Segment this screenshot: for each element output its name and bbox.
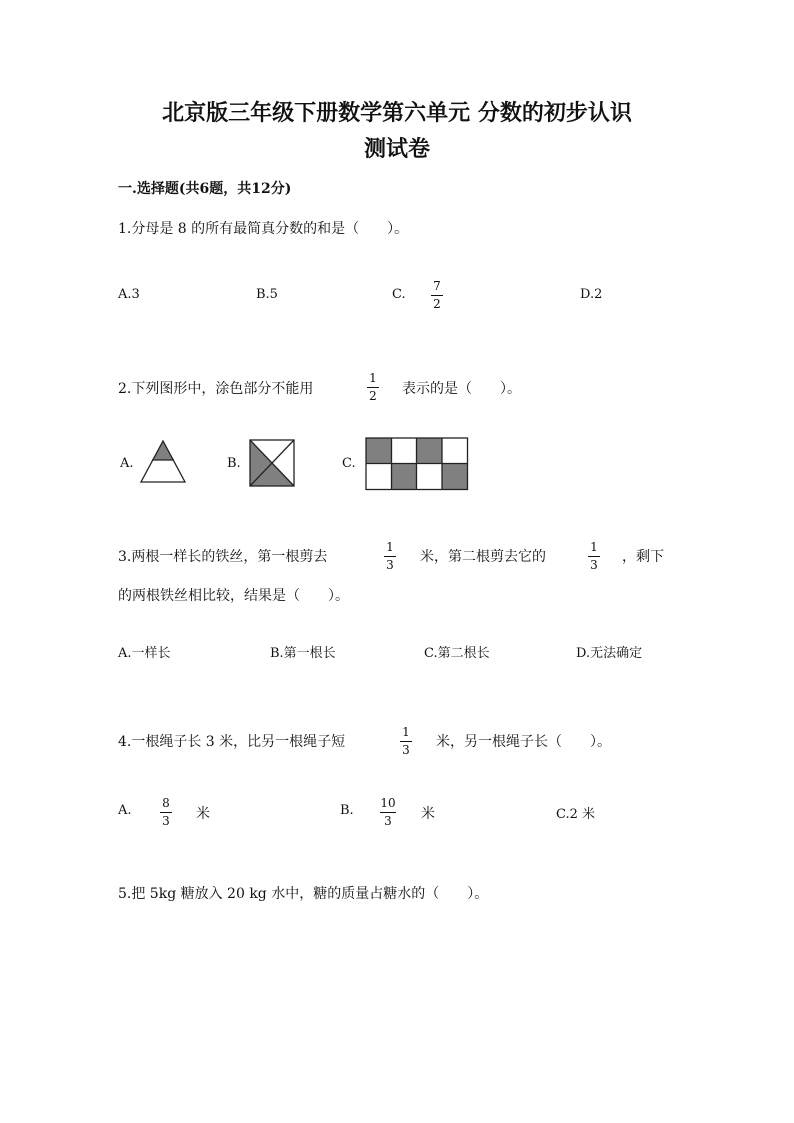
grid-cell-shaded [417,438,443,464]
triangle-shaded-top [152,441,174,460]
fraction-bar [367,387,379,388]
fraction-bar [431,295,443,296]
fraction-denominator: 3 [384,814,392,828]
q4-option-a-label: A. [118,803,132,818]
fraction-bar [380,812,396,813]
fraction-denominator: 3 [402,743,410,757]
q1-option-d: D.2 [580,287,603,302]
question-2-stem-pre: 2.下列图形中，涂色部分不能用 [118,381,314,397]
question-4-stem-pre: 4.一根绳子长 3 米，比另一根绳子短 [118,734,346,750]
q3-fraction-2 [588,541,600,572]
fraction-numerator: 8 [162,796,170,810]
q2-option-a-label: A. [120,456,134,471]
fraction-bar [160,812,172,813]
q2-option-b-square-figure [248,438,296,488]
question-4-stem-post: 米，另一根绳子长（ ）。 [436,734,611,750]
fraction-denominator: 2 [369,389,377,403]
question-3-stem-mid: 米，第二根剪去它的 [420,549,546,565]
q1-option-c-fraction [431,280,443,311]
q4-option-b-unit: 米 [421,806,435,822]
fraction-numerator: 1 [386,540,394,554]
grid-cell-shaded [392,464,417,490]
question-2-stem-post: 表示的是（ ）。 [402,381,521,397]
q3-option-c: C.第二根长 [424,646,490,661]
fraction-denominator: 3 [590,558,598,572]
q2-option-b-label: B. [227,456,241,471]
question-1-stem: 1.分母是 8 的所有最简真分数的和是（ ）。 [118,221,409,237]
fraction-denominator: 2 [433,297,441,311]
q4-option-a-unit: 米 [196,806,210,822]
q2-option-c-grid-figure [365,437,469,491]
q2-option-c-label: C. [342,456,356,471]
question-5-stem: 5.把 5kg 糖放入 20 kg 水中，糖的质量占糖水的（ ）。 [118,886,489,902]
fraction-numerator: 1 [590,540,598,554]
page-title-line2: 测试卷 [363,136,430,162]
q1-option-b: B.5 [256,287,278,302]
question-3-stem-end: ，剩下 [622,549,664,565]
q3-option-d: D.无法确定 [576,646,643,661]
q2-option-a-triangle-figure [138,437,188,485]
q1-option-c-label: C. [392,287,406,302]
fraction-numerator: 1 [402,725,410,739]
q4-option-c: C.2 米 [556,807,596,822]
q4-option-b-label: B. [340,803,354,818]
q1-option-a: A.3 [118,287,140,302]
q4-option-b-fraction [380,797,396,828]
fraction-numerator: 1 [369,371,377,385]
grid-cell-shaded [366,438,392,464]
q3-option-a: A.一样长 [118,646,171,661]
fraction-numerator: 10 [380,796,396,810]
question-3-stem-line2: 的两根铁丝相比较，结果是（ ）。 [118,588,349,604]
q4-fraction [400,726,412,757]
section-heading: 一.选择题(共6题，共12分) [118,181,292,197]
grid-cell-shaded [442,464,468,490]
fraction-bar [588,556,600,557]
page-title-line1: 北京版三年级下册数学第六单元 分数的初步认识 [162,100,632,126]
q3-fraction-1 [384,541,396,572]
question-3-stem-pre: 3.两根一样长的铁丝，第一根剪去 [118,549,328,565]
q4-option-a-fraction [160,797,172,828]
fraction-denominator: 3 [162,814,170,828]
fraction-numerator: 7 [433,279,441,293]
q2-fraction [367,372,379,403]
fraction-bar [400,741,412,742]
q3-option-b: B.第一根长 [270,646,336,661]
fraction-bar [384,556,396,557]
fraction-denominator: 3 [386,558,394,572]
